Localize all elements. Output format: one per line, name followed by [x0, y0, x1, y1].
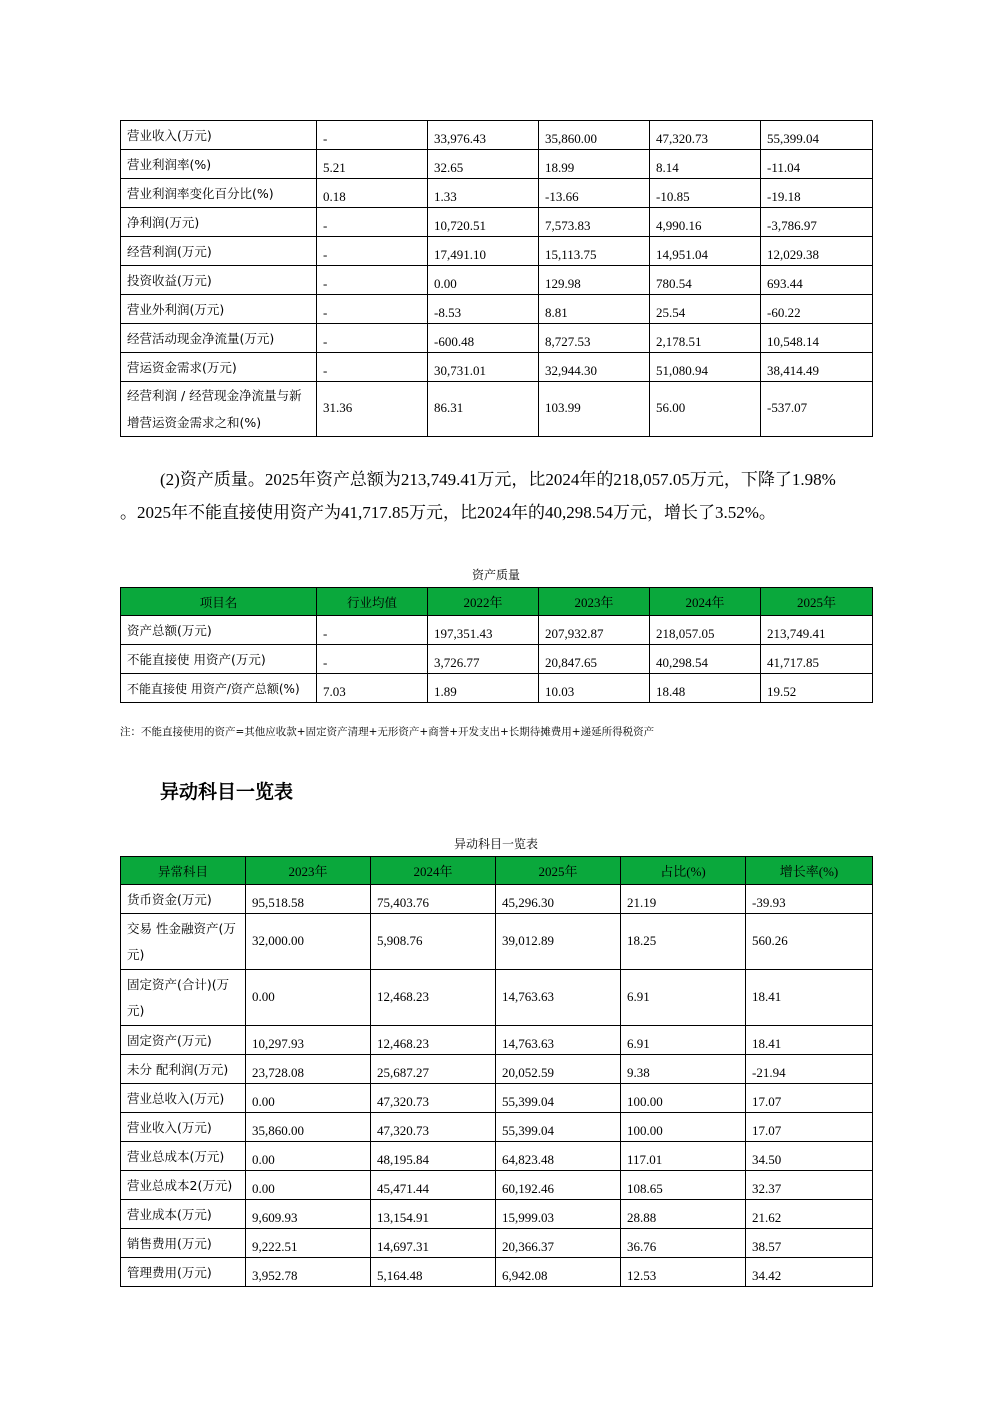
column-header: 占比(%) [621, 857, 746, 885]
table-cell: 0.00 [246, 1084, 371, 1113]
table-row [121, 1229, 873, 1258]
table-cell: -39.93 [746, 885, 873, 914]
row-label: 固定资产(合计)(万元) [121, 970, 246, 1026]
table-row [121, 121, 873, 150]
table-cell: - [317, 237, 428, 266]
row-label: 经营活动现金净流量(万元) [121, 324, 317, 353]
table-cell: 15,999.03 [496, 1200, 621, 1229]
table-header-row [121, 588, 873, 616]
row-label: 营业外利润(万元) [121, 295, 317, 324]
table-cell: 9,609.93 [246, 1200, 371, 1229]
table-cell: - [317, 266, 428, 295]
table-cell: 6.91 [621, 970, 746, 1026]
table-cell: 9.38 [621, 1055, 746, 1084]
column-header: 行业均值 [317, 588, 428, 616]
table-row [121, 324, 873, 353]
table-cell: 14,763.63 [496, 1026, 621, 1055]
paragraph-line: 。2025年不能直接使用资产为41,717.85万元，比2024年的40,298.54万元，增长了3.52%。 [120, 503, 776, 522]
column-header: 异常科目 [121, 857, 246, 885]
table-cell: 38.57 [746, 1229, 873, 1258]
asset-quality-paragraph [120, 463, 890, 529]
table-cell: 17,491.10 [428, 237, 539, 266]
table-cell: -3,786.97 [761, 208, 873, 237]
table-cell: 12.53 [621, 1258, 746, 1287]
table-cell: 9,222.51 [246, 1229, 371, 1258]
table-cell: 30,731.01 [428, 353, 539, 382]
row-label: 营业利润率(%) [121, 150, 317, 179]
table-cell: - [317, 616, 428, 645]
table-cell: 3,726.77 [428, 645, 539, 674]
table-cell: 10,548.14 [761, 324, 873, 353]
table-cell: 45,296.30 [496, 885, 621, 914]
table-cell: 36.76 [621, 1229, 746, 1258]
table-row [121, 208, 873, 237]
table-cell: 18.48 [650, 674, 761, 703]
table-cell: 12,468.23 [371, 1026, 496, 1055]
row-label: 营业利润率变化百分比(%) [121, 179, 317, 208]
table-cell: -13.66 [539, 179, 650, 208]
table-cell: 75,403.76 [371, 885, 496, 914]
table-cell: 34.50 [746, 1142, 873, 1171]
table-cell: 55,399.04 [761, 121, 873, 150]
table-cell: 3,952.78 [246, 1258, 371, 1287]
table-row [121, 266, 873, 295]
table-cell: 693.44 [761, 266, 873, 295]
table-cell: 21.62 [746, 1200, 873, 1229]
table-cell: 7.03 [317, 674, 428, 703]
table-cell: 20,847.65 [539, 645, 650, 674]
table-cell: 1.89 [428, 674, 539, 703]
table-cell: 18.25 [621, 914, 746, 970]
table-cell: 2,178.51 [650, 324, 761, 353]
table-cell: 5.21 [317, 150, 428, 179]
row-label: 不能直接使 用资产/资产总额(%) [121, 674, 317, 703]
table-cell: - [317, 324, 428, 353]
table-cell: 8,727.53 [539, 324, 650, 353]
table-row [121, 1171, 873, 1200]
table-row [121, 885, 873, 914]
table-cell: 10,297.93 [246, 1026, 371, 1055]
table-cell: 45,471.44 [371, 1171, 496, 1200]
table-cell: 10.03 [539, 674, 650, 703]
table-row [121, 1055, 873, 1084]
table-cell: -537.07 [761, 382, 873, 437]
table-cell: 95,518.58 [246, 885, 371, 914]
table-cell: 0.00 [246, 970, 371, 1026]
table-cell: 48,195.84 [371, 1142, 496, 1171]
abnormal-items-table [120, 856, 873, 1287]
table-cell: 100.00 [621, 1084, 746, 1113]
table-cell: 40,298.54 [650, 645, 761, 674]
table-cell: 0.18 [317, 179, 428, 208]
column-header: 2024年 [650, 588, 761, 616]
table-cell: -60.22 [761, 295, 873, 324]
column-header: 增长率(%) [746, 857, 873, 885]
table-row [121, 1084, 873, 1113]
table-cell: 64,823.48 [496, 1142, 621, 1171]
row-label: 投资收益(万元) [121, 266, 317, 295]
table-cell: - [317, 645, 428, 674]
table-cell: 207,932.87 [539, 616, 650, 645]
row-label: 管理费用(万元) [121, 1258, 246, 1287]
row-label: 营业收入(万元) [121, 1113, 246, 1142]
table-cell: 8.81 [539, 295, 650, 324]
column-header: 2025年 [761, 588, 873, 616]
table-row [121, 353, 873, 382]
row-label: 未分 配利润(万元) [121, 1055, 246, 1084]
operating-metrics-table [120, 120, 873, 437]
table-cell: -19.18 [761, 179, 873, 208]
table-cell: 560.26 [746, 914, 873, 970]
row-label: 固定资产(万元) [121, 1026, 246, 1055]
table-row [121, 179, 873, 208]
table-cell: - [317, 295, 428, 324]
table-row [121, 674, 873, 703]
table-cell: 14,697.31 [371, 1229, 496, 1258]
column-header: 2024年 [371, 857, 496, 885]
column-header: 项目名 [121, 588, 317, 616]
table-cell: 18.41 [746, 1026, 873, 1055]
table-cell: 780.54 [650, 266, 761, 295]
table-row [121, 237, 873, 266]
table-cell: 7,573.83 [539, 208, 650, 237]
table-cell: -8.53 [428, 295, 539, 324]
column-header: 2023年 [539, 588, 650, 616]
table-row [121, 914, 873, 970]
table-row [121, 970, 873, 1026]
table-cell: 19.52 [761, 674, 873, 703]
row-label: 营业总成本2(万元) [121, 1171, 246, 1200]
table-cell: 34.42 [746, 1258, 873, 1287]
table-row [121, 616, 873, 645]
table-cell: 15,113.75 [539, 237, 650, 266]
asset-quality-table [120, 587, 873, 703]
table-cell: 0.00 [246, 1171, 371, 1200]
table-cell: -600.48 [428, 324, 539, 353]
table-cell: 20,366.37 [496, 1229, 621, 1258]
column-header: 2025年 [496, 857, 621, 885]
section-title: 异动科目一览表 [160, 781, 294, 803]
table-cell: 129.98 [539, 266, 650, 295]
table-row [121, 150, 873, 179]
table-cell: 12,468.23 [371, 970, 496, 1026]
table-row [121, 1142, 873, 1171]
table-cell: 25.54 [650, 295, 761, 324]
table-cell: - [317, 353, 428, 382]
table-cell: 0.00 [428, 266, 539, 295]
table-cell: 18.99 [539, 150, 650, 179]
row-label: 经营利润 / 经营现金净流量与新增营运资金需求之和(%) [121, 382, 317, 437]
table-row [121, 382, 873, 437]
table-cell: 21.19 [621, 885, 746, 914]
table-cell: 55,399.04 [496, 1113, 621, 1142]
table-caption: 异动科目一览表 [453, 837, 538, 851]
table-header-row [121, 857, 873, 885]
row-label: 销售费用(万元) [121, 1229, 246, 1258]
table-row [121, 1026, 873, 1055]
table-cell: 197,351.43 [428, 616, 539, 645]
table-cell: 13,154.91 [371, 1200, 496, 1229]
table-cell: 35,860.00 [539, 121, 650, 150]
row-label: 营业总成本(万元) [121, 1142, 246, 1171]
table-cell: 17.07 [746, 1113, 873, 1142]
table-cell: 55,399.04 [496, 1084, 621, 1113]
column-header: 2023年 [246, 857, 371, 885]
table-cell: 47,320.73 [371, 1113, 496, 1142]
paragraph-line: (2)资产质量。2025年资产总额为213,749.41万元，比2024年的218,057.05万元，下降了1.98% [160, 470, 836, 489]
table-cell: 35,860.00 [246, 1113, 371, 1142]
table-cell: 6.91 [621, 1026, 746, 1055]
table-cell: 5,164.48 [371, 1258, 496, 1287]
row-label: 营业收入(万元) [121, 121, 317, 150]
row-label: 不能直接使 用资产(万元) [121, 645, 317, 674]
table-cell: 31.36 [317, 382, 428, 437]
table-cell: 41,717.85 [761, 645, 873, 674]
table-cell: 60,192.46 [496, 1171, 621, 1200]
table-cell: 33,976.43 [428, 121, 539, 150]
table-row [121, 1258, 873, 1287]
table-cell: - [317, 208, 428, 237]
table-row [121, 1113, 873, 1142]
table-cell: 23,728.08 [246, 1055, 371, 1084]
table-cell: 18.41 [746, 970, 873, 1026]
table-row [121, 645, 873, 674]
table-cell: 100.00 [621, 1113, 746, 1142]
table-cell: 20,052.59 [496, 1055, 621, 1084]
row-label: 经营利润(万元) [121, 237, 317, 266]
table-cell: 1.33 [428, 179, 539, 208]
table-cell: 4,990.16 [650, 208, 761, 237]
table-cell: 32.65 [428, 150, 539, 179]
table-cell: 12,029.38 [761, 237, 873, 266]
table-cell: 25,687.27 [371, 1055, 496, 1084]
table-cell: 32,000.00 [246, 914, 371, 970]
table-cell: -11.04 [761, 150, 873, 179]
table-note: 注：不能直接使用的资产=其他应收款+固定资产清理+无形资产+商誉+开发支出+长期待摊费用+递延所得税资产 [120, 726, 655, 738]
table-row [121, 1200, 873, 1229]
table-cell: 213,749.41 [761, 616, 873, 645]
column-header: 2022年 [428, 588, 539, 616]
table-cell: 17.07 [746, 1084, 873, 1113]
table-cell: 218,057.05 [650, 616, 761, 645]
row-label: 货币资金(万元) [121, 885, 246, 914]
table-cell: 86.31 [428, 382, 539, 437]
table-cell: 28.88 [621, 1200, 746, 1229]
row-label: 交易 性金融资产(万元) [121, 914, 246, 970]
table-row [121, 295, 873, 324]
table-cell: 108.65 [621, 1171, 746, 1200]
table-cell: 32,944.30 [539, 353, 650, 382]
table-cell: 51,080.94 [650, 353, 761, 382]
table-cell: 56.00 [650, 382, 761, 437]
table-cell: 0.00 [246, 1142, 371, 1171]
table-caption: 资产质量 [471, 568, 520, 582]
table-cell: -10.85 [650, 179, 761, 208]
table-cell: 8.14 [650, 150, 761, 179]
table-cell: 103.99 [539, 382, 650, 437]
table-cell: 117.01 [621, 1142, 746, 1171]
row-label: 营业总收入(万元) [121, 1084, 246, 1113]
table-cell: 47,320.73 [650, 121, 761, 150]
table-cell: 32.37 [746, 1171, 873, 1200]
table-cell: 10,720.51 [428, 208, 539, 237]
table-cell: 14,951.04 [650, 237, 761, 266]
table-cell: 38,414.49 [761, 353, 873, 382]
table-cell: 47,320.73 [371, 1084, 496, 1113]
table-cell: 14,763.63 [496, 970, 621, 1026]
row-label: 资产总额(万元) [121, 616, 317, 645]
table-cell: 39,012.89 [496, 914, 621, 970]
row-label: 净利润(万元) [121, 208, 317, 237]
table-cell: 5,908.76 [371, 914, 496, 970]
table-cell: -21.94 [746, 1055, 873, 1084]
table-cell: 6,942.08 [496, 1258, 621, 1287]
table-cell: - [317, 121, 428, 150]
row-label: 营业成本(万元) [121, 1200, 246, 1229]
row-label: 营运资金需求(万元) [121, 353, 317, 382]
